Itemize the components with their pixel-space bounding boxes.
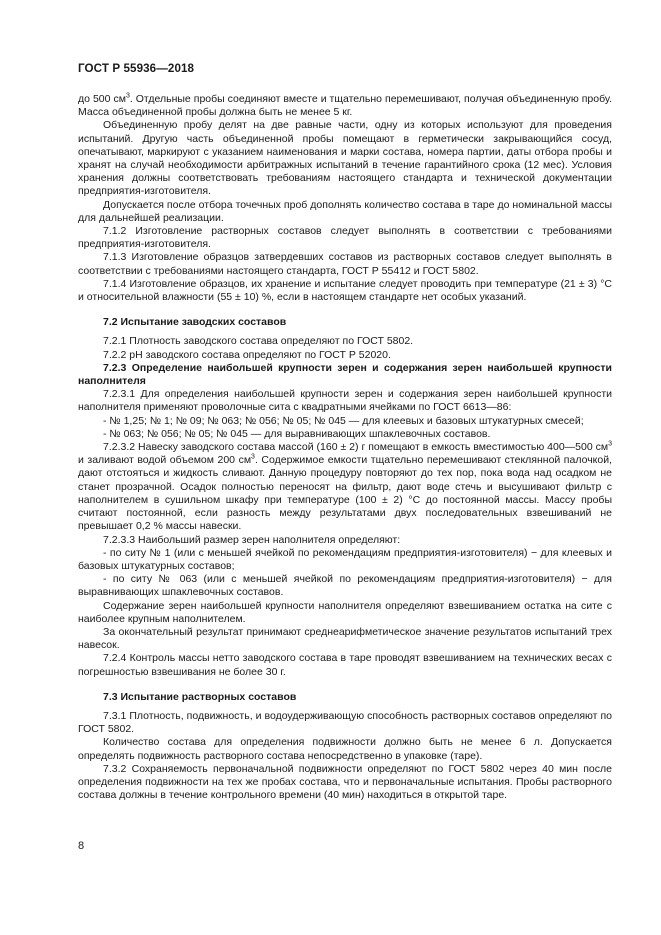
superscript: 3 xyxy=(251,453,255,461)
text-span: . Отдельные пробы соединяют вместе и тщательно перемешивают, получая объединенную пробу. Масса объединенной пробы должна быть не менее 5 кг. xyxy=(78,93,612,119)
paragraph-7-2-4: 7.2.4 Контроль массы нетто заводского состава в таре проводят взвешиванием на технических весах с погрешностью взвешивания не более 30 г. xyxy=(78,652,612,678)
paragraph-7-2-1: 7.2.1 Плотность заводского состава определяют по ГОСТ 5802. xyxy=(103,335,414,348)
heading-7-2-3: 7.2.3 Определение наибольшей крупности зерен и содержания зерен наибольшей крупности наполнителя xyxy=(78,361,612,388)
paragraph-7-3-1: 7.3.1 Плотность, подвижность, и водоудерживающую способность растворных составов определяют по ГОСТ 5802. xyxy=(78,709,612,736)
paragraph-7-2-3-1: 7.2.3.1 Для определения наибольшей крупности зерен и содержания зерен наибольшей крупности наполнителя применяют проволочные сита с квадратными ячейками по ГОСТ 6613—86: xyxy=(78,388,612,414)
superscript: 3 xyxy=(608,440,612,448)
paragraph-combined-sample: Объединенную пробу делят на две равные части, одну из которых используют для проведения испытаний. Другую часть объединенной пробы помещают в герметически закрывающийся сосуд, опечатывают, маркируют с указанием наименования и марки состава, номера партии, даты отбора пробы и хранят на случай необходимости арбитражных испытаний в течение гарантийного срока (12 мес). Условия хранения должны соответствовать требованиям настоящего стандарта и технической документации предприятия-изготовителя. xyxy=(78,119,612,198)
page-number: 8 xyxy=(78,840,85,852)
paragraph-allowance: Допускается после отбора точечных проб дополнять количество состава в таре до номинальной массы для дальнейшей реализации. xyxy=(78,198,612,224)
paragraph-7-3-2: 7.3.2 Сохраняемость первоначальной подвижности определяют по ГОСТ 5802 через 40 мин после определения подвижности на тех же пробах состава, что и первоначальные испытания. Пробы растворного состава должны в течение контрольного времени (40 мин) находиться в открытой таре. xyxy=(78,762,612,802)
text-span: и заливают водой объемом 200 см xyxy=(78,454,252,467)
list-item: - № 1,25; № 1; № 09; № 063; № 056; № 05; № 045 — для клеевых и базовых штукатурных смесей; xyxy=(103,414,584,427)
list-item: - по ситу № 063 (или с меньшей ячейкой по рекомендациям предприятия-изготовителя) − для выравнивающих шпаклевочных составов. xyxy=(78,573,612,599)
paragraph-final-result: За окончательный результат принимают среднеарифметическое значение результатов испытаний трех навесок. xyxy=(78,625,612,652)
list-item: - № 063; № 056; № 05; № 045 — для выравнивающих шпаклевочных составов. xyxy=(103,427,491,440)
paragraph-sample-volume xyxy=(78,93,612,119)
heading-7-3: 7.3 Испытание растворных составов xyxy=(103,690,297,703)
superscript: 3 xyxy=(125,92,130,100)
list-item: - по ситу № 1 (или с меньшей ячейкой по рекомендациям предприятия-изготовителя) − для клеевых и базовых штукатурных составов; xyxy=(78,546,612,572)
paragraph-7-3-1-volume: Количество состава для определения подвижности должно быть не менее 6 л. Допускается определять подвижность растворного состава непосредственно в упаковке (таре). xyxy=(78,736,612,762)
paragraph-content: Содержание зерен наибольшей крупности наполнителя определяют взвешиванием остатка на сите с наиболее крупным наполнителем. xyxy=(78,599,612,625)
text-span: до 500 см xyxy=(78,93,126,105)
document-body xyxy=(78,93,612,802)
paragraph-7-2-3-3: 7.2.3.3 Наибольший размер зерен наполнителя определяют: xyxy=(103,533,401,546)
paragraph-7-2-2: 7.2.2 pH заводского состава определяют по ГОСТ Р 52020. xyxy=(103,348,391,361)
paragraph-7-1-4: 7.1.4 Изготовление образцов, их хранение и испытание следует проводить при температуре (21 ± 3) °С и относительной влажности (55 ± 10) %, если в настоящем стандарте нет особых указаний. xyxy=(78,277,612,304)
text-span: 7.2.3.2 Навеску заводского состава массой (160 ± 2) г помещают в емкость вместимостью 400—500 см xyxy=(103,441,609,454)
paragraph-7-1-2: 7.1.2 Изготовление растворных составов следует выполнять в соответствии с требованиями предприятия-изготовителя. xyxy=(78,225,612,251)
heading-7-2: 7.2 Испытание заводских составов xyxy=(103,316,287,329)
paragraph-7-2-3-2 xyxy=(78,441,612,533)
text-span: . Содержимое емкости тщательно перемешивают стеклянной палочкой, дают отстояться и жидкость сливают. Данную процедуру повторяют до тех пор, пока вода над осадком не станет прозрачной. Осадок полностью переносят на фильтр, дают воде стечь и высушивают фильтр с наполнителем в сушильном шкафу при температуре (100 ± 2) °С до постоянной массы. Массу пробы считают постоянной, если разность между результатами двух последовательных взвешиваний не превышает 0,2 % массы навески. xyxy=(78,454,612,533)
paragraph-7-1-3: 7.1.3 Изготовление образцов затвердевших составов из растворных составов следует выполнять в соответствии с требованиями настоящего стандарта, ГОСТ Р 55412 и ГОСТ 5802. xyxy=(78,251,612,277)
document-header: ГОСТ Р 55936—2018 xyxy=(78,62,195,75)
